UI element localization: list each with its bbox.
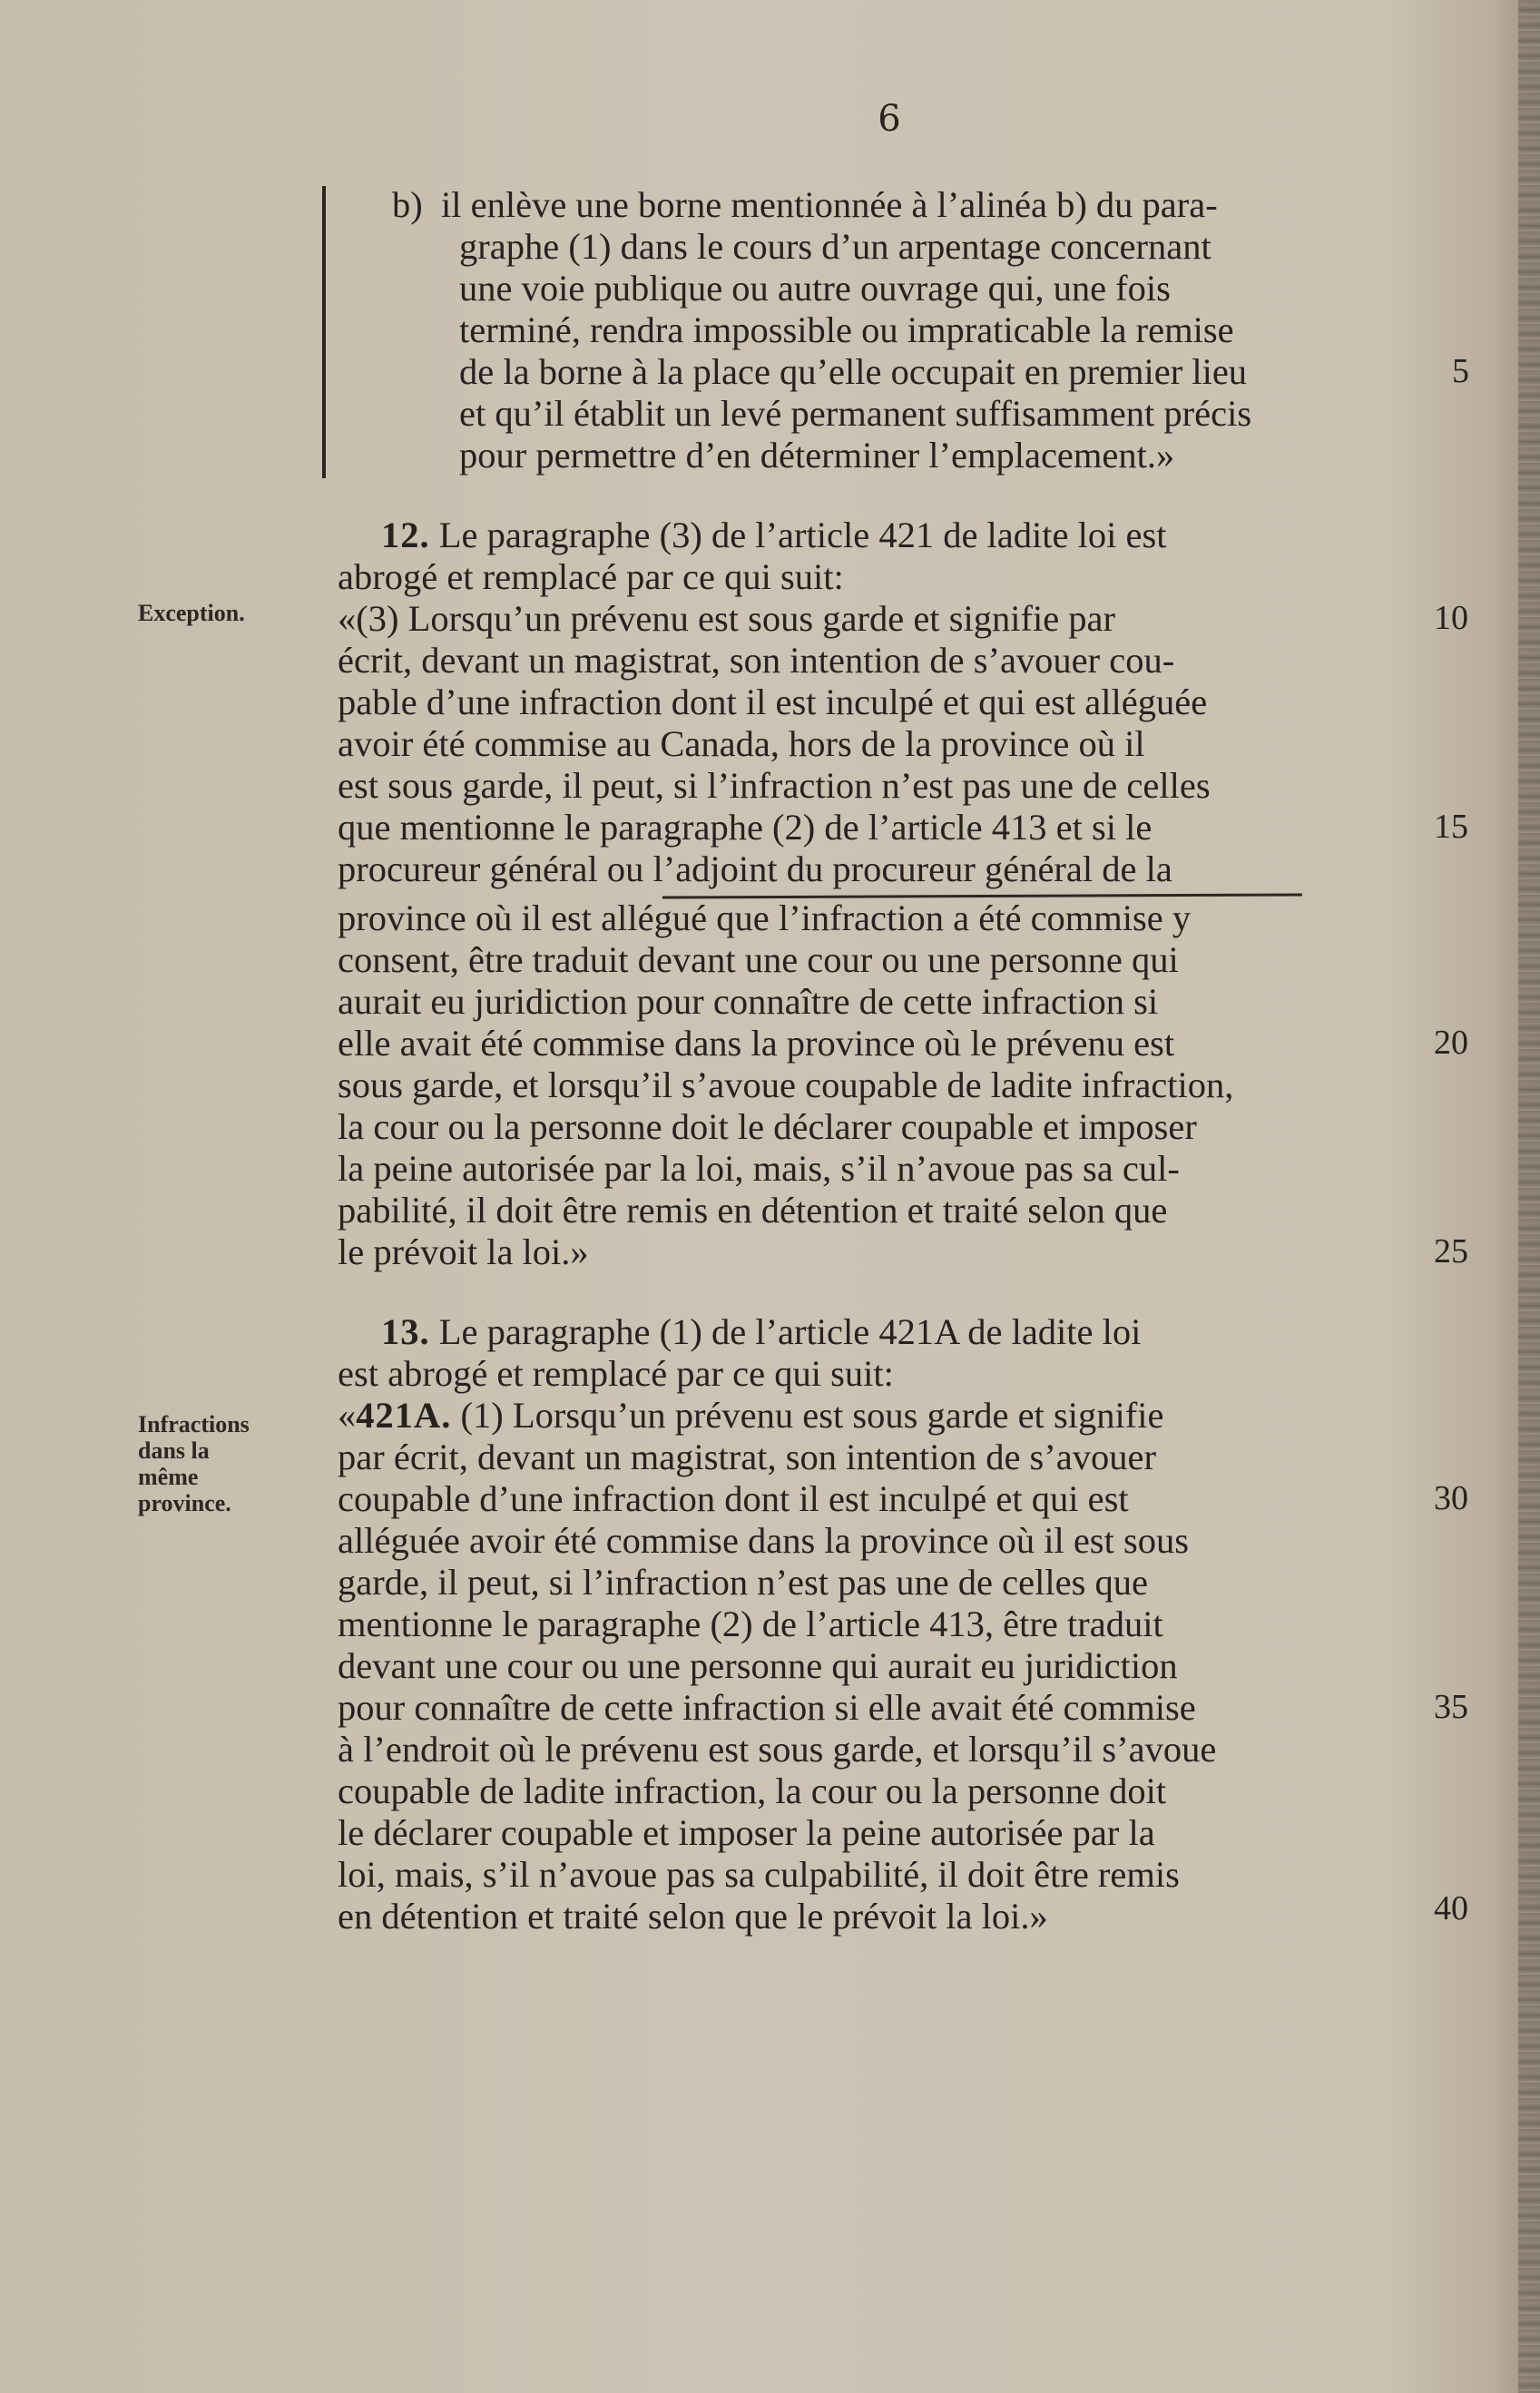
section-13-line: coupable de ladite infraction, la cour ou la personne doit [338,1770,1167,1811]
margin-note-line: même [138,1464,199,1490]
line-number: 25 [1434,1232,1468,1270]
section-number: 13. [381,1311,430,1352]
margin-note-exception: Exception. [138,600,245,626]
section-12-line: sous garde, et lorsqu’il s’avoue coupable de ladite infraction, [338,1064,1234,1105]
page-number: 6 [878,98,901,140]
section-12-line: province où il est allégué que l’infraction a été commise y [338,897,1192,938]
margin-note-infractions [138,1411,250,1516]
section-13-line: garde, il peut, si l’infraction n’est pas une de celles que [338,1562,1148,1603]
section-12-line: est sous garde, il peut, si l’infraction n’est pas une de celles [338,765,1211,806]
section-12-first-line: Le paragraphe (3) de l’article 421 de ladite loi est [429,515,1167,555]
subsection-number: 421A. [356,1395,452,1436]
section-13-first-line: Le paragraphe (1) de l’article 421A de ladite loi [429,1311,1142,1352]
section-12-line: «(3) Lorsqu’un prévenu est sous garde et signifie par [338,598,1116,639]
section-12-line: la peine autorisée par la loi, mais, s’il n’avoue pas sa cul- [338,1148,1180,1189]
section-13-line: en détention et traité selon que le prévoit la loi.» [338,1896,1048,1937]
margin-note-line: Infractions [138,1411,250,1437]
section-13-line: devant une cour ou une personne qui aurait eu juridiction [338,1645,1178,1686]
section-13-line: le déclarer coupable et imposer la peine autorisée par la [338,1812,1155,1853]
section-12-line: consent, être traduit devant une cour ou une personne qui [338,939,1179,980]
section-12-line: avoir été commise au Canada, hors de la province où il [338,723,1145,764]
section-13-line: coupable d’une infraction dont il est inculpé et qui est [338,1478,1129,1519]
section-12-line: le prévoit la loi.» [338,1231,589,1272]
page-edge [1518,0,1540,2393]
section-13-line: par écrit, devant un magistrat, son intention de s’avouer [338,1437,1156,1477]
section-12-line: elle avait été commise dans la province où le prévenu est [338,1023,1175,1064]
section-12-heading [381,515,1167,556]
section-b-line: et qu’il établit un levé permanent suffisamment précis [459,393,1252,434]
section-12-line: pable d’une infraction dont il est inculpé et qui est alléguée [338,682,1208,722]
section-b-line: de la borne à la place qu’elle occupait en premier lieu [459,351,1248,392]
line-number: 40 [1434,1889,1468,1927]
quote-mark: « [338,1395,357,1436]
line-number: 5 [1452,352,1469,390]
section-13-line: loi, mais, s’il n’avoue pas sa culpabilité, il doit être remis [338,1854,1180,1895]
margin-note-line: dans la [138,1437,210,1464]
section-12-line: écrit, devant un magistrat, son intention de s’avouer cou- [338,640,1175,681]
section-13-subsection-heading [338,1395,1163,1437]
section-13-sub-first-line: (1) Lorsqu’un prévenu est sous garde et signifie [451,1395,1164,1436]
amendment-bar [322,186,326,478]
line-number: 35 [1434,1688,1468,1726]
section-b-line: b) il enlève une borne mentionnée à l’alinéa b) du para- [392,184,1218,225]
section-b-line: terminé, rendra impossible ou impraticable la remise [459,309,1234,350]
section-b-line: pour permettre d’en déterminer l’emplacement.» [459,435,1175,476]
section-number: 12. [381,515,430,555]
section-13-heading [381,1311,1141,1353]
line-number: 10 [1434,599,1468,637]
margin-note-line: province. [138,1490,231,1516]
section-12-line: abrogé et remplacé par ce qui suit: [338,556,844,597]
section-b-line: graphe (1) dans le cours d’un arpentage concernant [459,226,1211,267]
section-12-line: procureur général ou l’adjoint du procureur général de la [338,848,1172,889]
section-12-line: pabilité, il doit être remis en détention et traité selon que [338,1190,1168,1231]
section-13-line: pour connaître de cette infraction si elle avait été commise [338,1687,1196,1728]
section-13-line: alléguée avoir été commise dans la province où il est sous [338,1520,1189,1561]
line-number: 20 [1434,1024,1468,1062]
line-number: 30 [1434,1479,1468,1517]
section-12-line: la cour ou la personne doit le déclarer coupable et imposer [338,1106,1197,1147]
section-13-line: à l’endroit où le prévenu est sous garde, et lorsqu’il s’avoue [338,1729,1217,1770]
section-12-line: que mentionne le paragraphe (2) de l’article 413 et si le [338,807,1153,848]
section-12-line: aurait eu juridiction pour connaître de cette infraction si [338,981,1159,1022]
line-number: 15 [1434,808,1468,846]
section-13-line: est abrogé et remplacé par ce qui suit: [338,1353,894,1394]
section-13-line: mentionne le paragraphe (2) de l’article 413, être traduit [338,1604,1163,1644]
section-b-line: une voie publique ou autre ouvrage qui, une fois [459,268,1171,309]
